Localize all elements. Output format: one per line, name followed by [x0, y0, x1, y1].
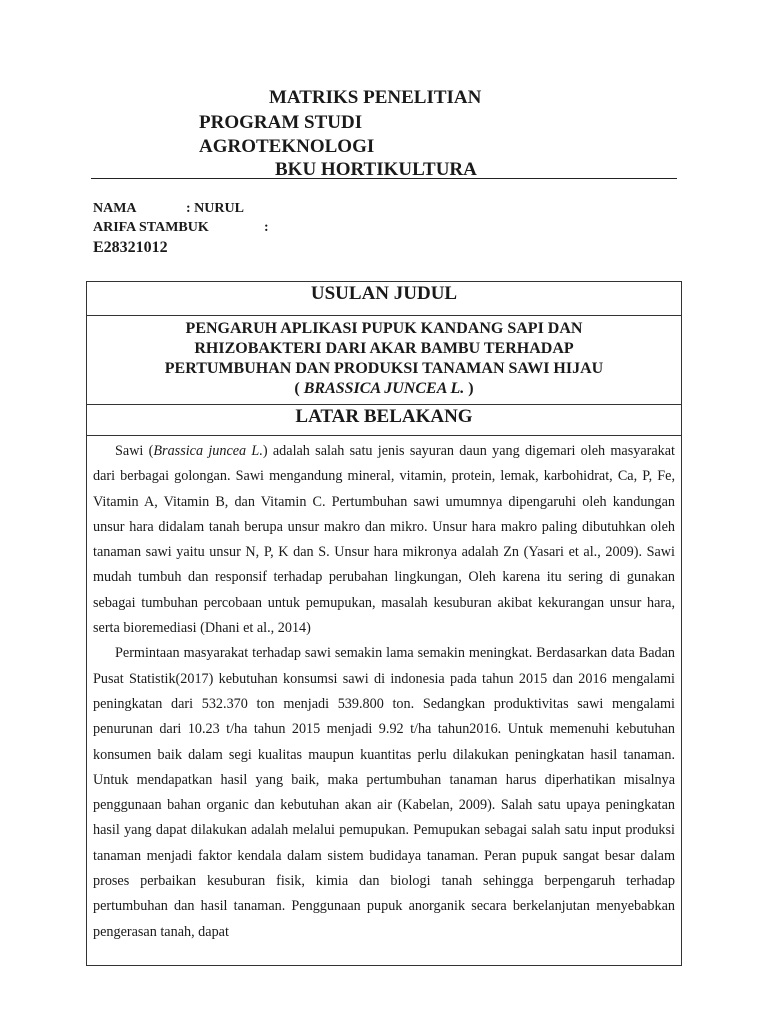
p1-rest: ) adalah salah satu jenis sayuran daun yang digemari oleh masyarakat dari berbagai golongan. Sawi mengandung mineral, vitamin, protein, lemak, karbohidrat, Ca, P, Fe, Vitamin A, Vitamin B, dan Vitamin C. Pertumbuhan sawi umumnya dipengaruhi oleh kandungan unsur hara didalam tanah berupa unsur makro dan mikro. Unsur hara makro paling dibutuhkan oleh tanaman sawi yaitu unsur N, P, K dan S. Unsur hara mikronya adalah Zn (Yasari et al., 2009). Sawi mudah tumbuh dan responsif terhadap perubahan lingkungan, Oleh karena itu sering di gunakan sebagai tumbuhan percobaan untuk pemupukan, masalah kesuburan akibat kekurangan unsur hara, serta bioremediasi (Dhani et al., 2014) [93, 443, 675, 637]
paragraph-2: Permintaan masyarakat terhadap sawi semakin lama semakin meningkat. Berdasarkan data Badan Pusat Statistik(2017) kebutuhan konsumsi sawi di indonesia pada tahun 2015 dan 2016 mengalami peningkatan dari 532.370 ton menjadi 539.800 ton. Sedangkan produktivitas sawi mengalami penurunan dari 10.23 t/ha tahun 2015 menjadi 9.92 t/ha tahun2016. Untuk memenuhi kebutuhan konsumen baik dalam segi kualitas maupun kuantitas perlu dilakukan peningkatan hasil tanaman. Untuk mendapatkan hasil yang baik, maka pertumbuhan tanaman harus diperhatikan misalnya penggunaan bahan organic dan kebutuhan akan air (Kabelan, 2009). Salah satu upaya peningkatan hasil yang dapat dilakukan adalah melalui pemupukan. Pemupukan sebagai salah satu input produksi tanaman menjadi faktor kendala dalam sistem budidaya tanaman. Peran pupuk sangat besar dalam proses perbaikan kesuburan fisik, kimia dan biologi tanah sehingga berpengaruh terhadap pertumbuhan dan hasil tanaman. Penggunaan pupuk anorganik secara berkelanjutan menyebabkan pengerasan tanah, dapat [93, 645, 675, 940]
research-matrix-table [86, 281, 682, 966]
doc-title-line4: BKU HORTIKULTURA [275, 159, 477, 180]
stambuk-label: ARIFA STAMBUK [93, 220, 209, 235]
p1-species: Brassica juncea L. [153, 443, 263, 459]
species-name: BRASSICA JUNCEA L. [303, 380, 465, 397]
usulan-judul-heading: USULAN JUDUL [87, 282, 681, 316]
name-label: NAMA [93, 201, 137, 216]
title-open-paren: ( [294, 380, 304, 397]
proposed-title-line4 [87, 379, 681, 399]
title-underline [91, 178, 677, 179]
proposed-title [87, 316, 681, 405]
doc-title-line3: AGROTEKNOLOGI [199, 136, 375, 157]
stambuk-colon: : [264, 220, 269, 235]
proposed-title-line2: RHIZOBAKTERI DARI AKAR BAMBU TERHADAP [194, 340, 574, 357]
doc-title-line2: PROGRAM STUDI [199, 112, 363, 133]
title-close-paren: ) [464, 380, 474, 397]
paragraph-1 [93, 439, 675, 641]
name-value: : NURUL [186, 201, 244, 216]
proposed-title-line1: PENGARUH APLIKASI PUPUK KANDANG SAPI DAN [185, 320, 583, 337]
p1-start: Sawi ( [115, 443, 154, 459]
background-text [87, 436, 681, 945]
proposed-title-line3: PERTUMBUHAN DAN PRODUKSI TANAMAN SAWI HIJAU [164, 360, 604, 377]
stambuk-value: E28321012 [93, 239, 168, 256]
latar-belakang-heading: LATAR BELAKANG [87, 405, 681, 436]
doc-title-line1: MATRIKS PENELITIAN [269, 87, 482, 108]
